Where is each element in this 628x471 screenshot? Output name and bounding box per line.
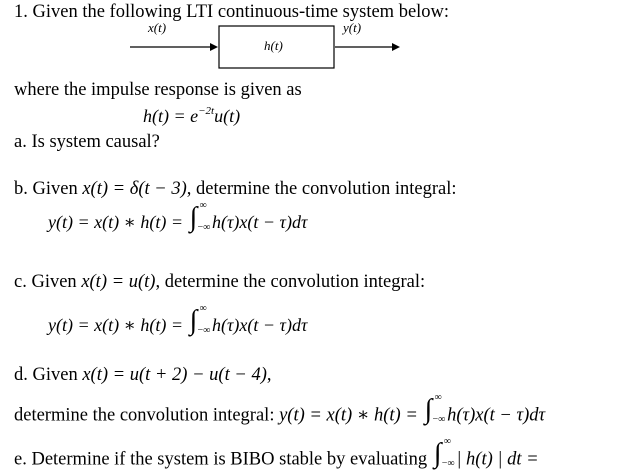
part-b-prefix: b. Given <box>14 179 83 199</box>
impulse-intro: where the impulse response is given as <box>14 80 302 100</box>
part-b-eq-lhs: y(t) = x(t) ∗ h(t) = <box>48 212 183 232</box>
problem-intro: 1. Given the following LTI continuous-time system below: <box>14 2 450 22</box>
part-b-equation <box>48 200 308 233</box>
part-c-equation <box>48 303 308 336</box>
part-c-eq-rhs: h(τ)x(t − τ)dτ <box>211 315 308 335</box>
box-label: h(t) <box>264 38 283 53</box>
part-d-given: x(t) = u(t + 2) − u(t − 4) <box>82 365 267 385</box>
part-e-text: e. Determine if the system is BIBO stable by evaluating <box>14 449 432 470</box>
h-def-exponent: −2t <box>198 105 215 117</box>
part-c <box>14 273 425 292</box>
part-c-prefix: c. Given <box>14 272 82 292</box>
part-b-suffix: , determine the convolution integral: <box>186 179 457 199</box>
integral-symbol: ∫ ∞ −∞ <box>189 303 211 336</box>
part-b-given: x(t) = δ(t − 3) <box>82 179 187 199</box>
output-arrowhead <box>392 43 400 51</box>
part-c-eq-lhs: y(t) = x(t) ∗ h(t) = <box>48 315 183 335</box>
part-d-line2-text: determine the convolution integral: <box>14 405 280 426</box>
part-d <box>14 366 272 385</box>
input-label: x(t) <box>148 20 167 35</box>
input-arrowhead <box>210 43 218 51</box>
part-c-given: x(t) = u(t) <box>81 272 156 292</box>
h-def-rhs: u(t) <box>214 106 241 126</box>
part-d-eq-lhs: y(t) = x(t) ∗ h(t) = <box>279 405 418 426</box>
integral-symbol: ∫ ∞ −∞ <box>424 392 446 425</box>
part-d-eq-rhs: h(τ)x(t − τ)dτ <box>447 405 546 426</box>
impulse-response-eq <box>143 107 240 125</box>
part-d-prefix: d. Given <box>14 365 83 385</box>
integral-symbol: ∫ ∞ −∞ <box>189 200 211 233</box>
part-b <box>14 180 457 199</box>
output-label: y(t) <box>343 20 362 35</box>
part-b-eq-rhs: h(τ)x(t − τ)dτ <box>211 212 308 232</box>
integral-symbol: ∫ ∞ −∞ <box>433 436 455 469</box>
h-def-lhs: h(t) = e <box>143 106 199 126</box>
part-a: a. Is system causal? <box>14 132 160 152</box>
part-e-eq: | h(t) | dt = <box>456 449 539 470</box>
block-diagram <box>130 22 410 77</box>
part-c-suffix: , determine the convolution integral: <box>155 272 426 292</box>
part-d-suffix: , <box>266 365 272 385</box>
part-e <box>14 436 539 470</box>
part-d-line2 <box>14 392 546 426</box>
